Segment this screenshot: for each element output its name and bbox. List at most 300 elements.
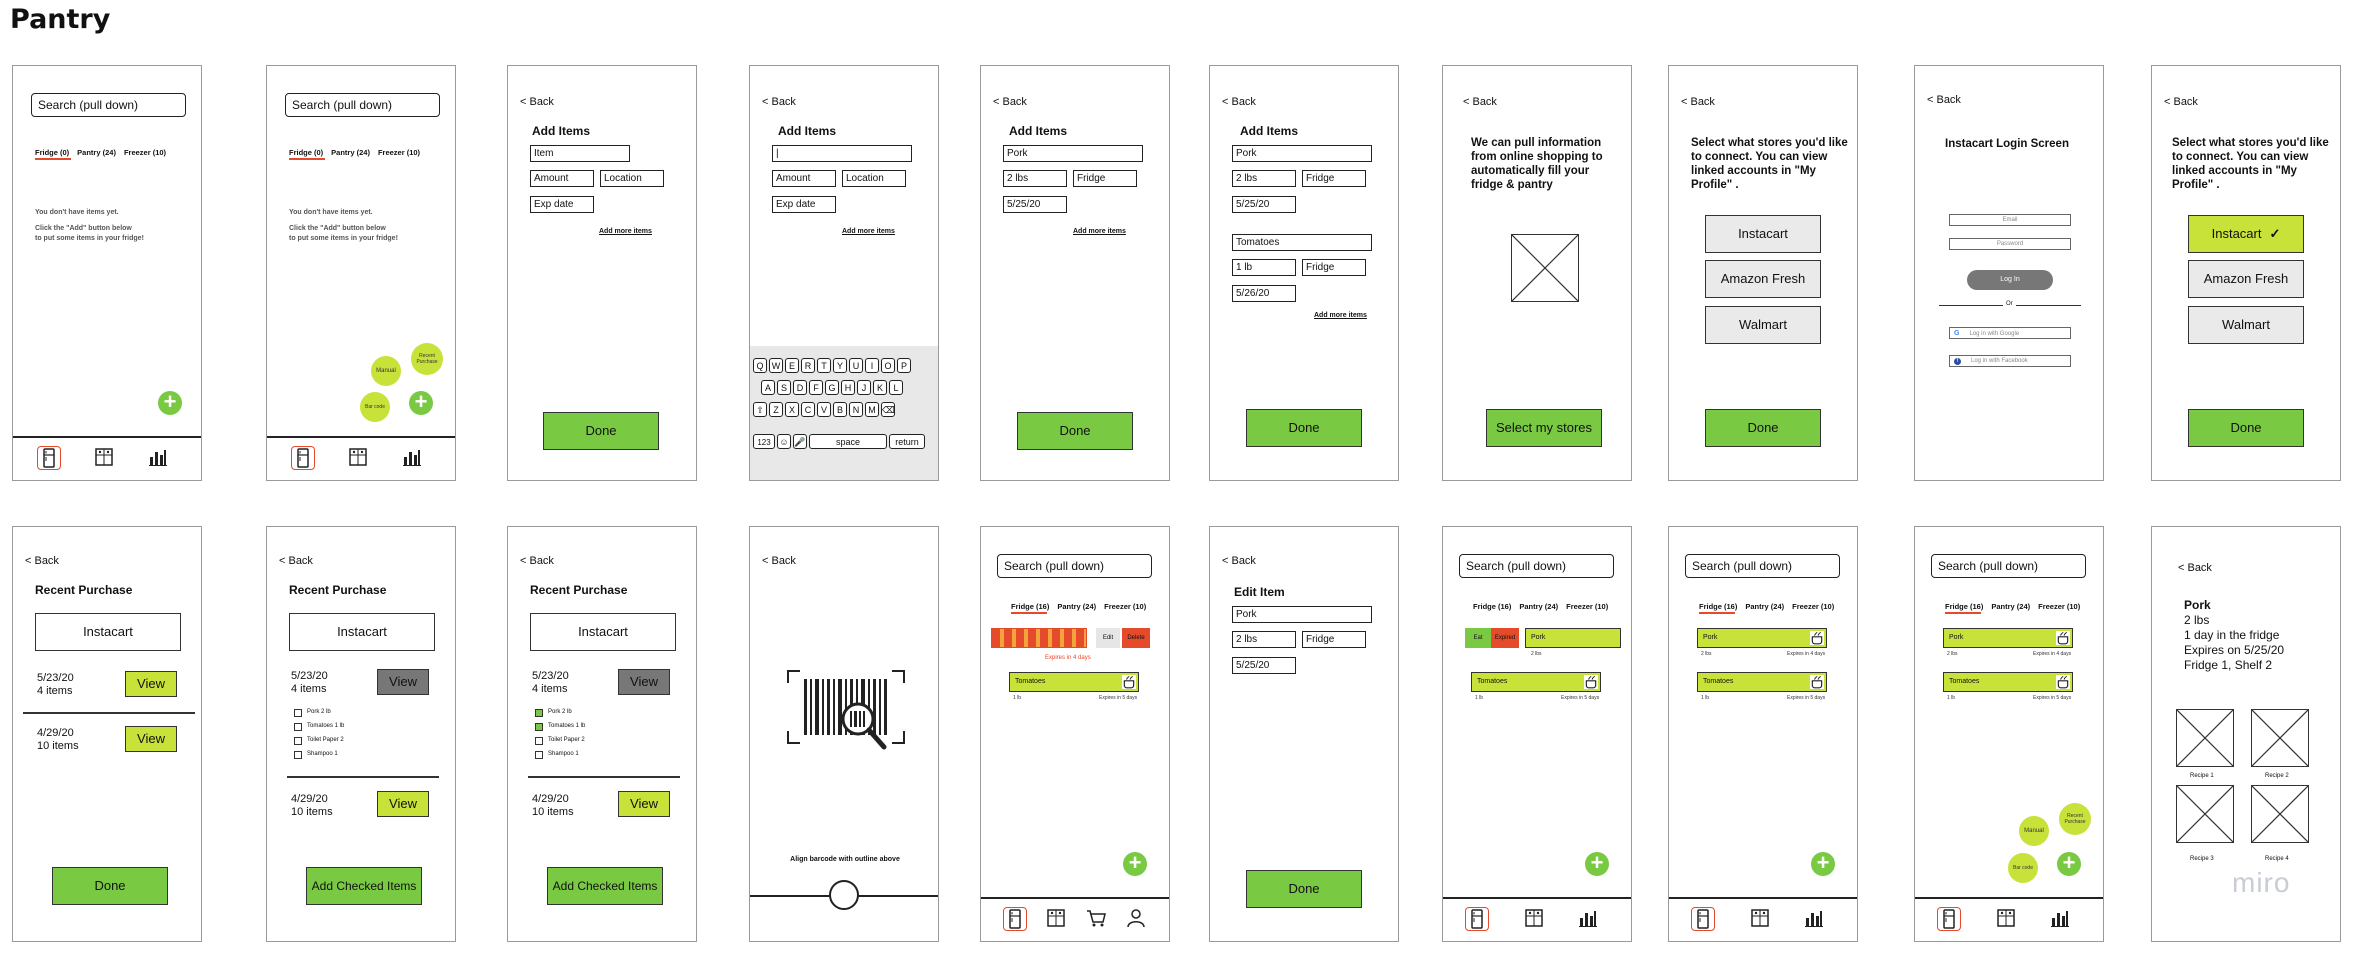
stats-icon[interactable] [1803, 907, 1825, 929]
item-row-tomatoes[interactable]: Tomatoes [1943, 672, 2073, 692]
recipe-label: Recipe 4 [2265, 856, 2289, 862]
plus-icon: + [163, 389, 177, 414]
add-button[interactable] [1123, 852, 1147, 876]
tab-freezer[interactable]: Freezer (10) [1792, 602, 1835, 611]
view-button[interactable]: View [618, 791, 670, 817]
key-j[interactable]: J [857, 380, 871, 395]
tab-fridge[interactable]: Fridge (0) [35, 148, 70, 157]
tab-freezer[interactable]: Freezer (10) [2038, 602, 2081, 611]
miro-watermark: miro [2232, 867, 2291, 898]
back-link[interactable]: < Back [2178, 562, 2212, 574]
key-v[interactable]: V [817, 402, 831, 417]
recipe-label: Recipe 3 [2190, 856, 2214, 862]
back-link[interactable]: < Back [25, 555, 59, 567]
store-amazon-fresh[interactable]: Amazon Fresh [2188, 260, 2304, 298]
add-button[interactable] [158, 391, 182, 415]
amount-label: 1 lb [1013, 695, 1022, 701]
plus-icon: + [1590, 850, 1604, 875]
purchase-count: 10 items [532, 806, 574, 818]
purchase-date: 5/23/20 [532, 670, 569, 682]
backspace-key[interactable]: ⌫ [881, 402, 895, 417]
add-button[interactable] [409, 391, 433, 415]
screen-barcode-scan [749, 526, 939, 942]
select-stores-text: Select what stores you'd like to connect. You can view linked accounts in "My Profile" . [1691, 137, 1848, 191]
exp-date-field-2[interactable]: 5/26/20 [1232, 285, 1296, 302]
view-button[interactable]: View [125, 671, 177, 697]
expired-button[interactable]: Expired [1491, 628, 1519, 648]
manual-option[interactable]: Manual [2019, 816, 2049, 846]
store-walmart[interactable]: Walmart [2188, 306, 2304, 344]
email-field[interactable]: Email [1949, 214, 2071, 226]
key-q[interactable]: Q [753, 358, 767, 373]
fridge-icon[interactable] [1003, 907, 1027, 931]
stats-icon[interactable] [2049, 907, 2071, 929]
pot-icon [1810, 675, 1824, 689]
pantry-icon[interactable] [1523, 907, 1545, 929]
tab-underline [1011, 612, 1047, 614]
exp-date-field[interactable]: 5/25/20 [1232, 196, 1296, 213]
purchase-date: 4/29/20 [532, 793, 569, 805]
emoji-key[interactable]: ☺ [777, 434, 791, 449]
key-c[interactable]: C [801, 402, 815, 417]
profile-icon[interactable] [1125, 907, 1147, 929]
tab-pantry[interactable]: Pantry (24) [77, 148, 116, 157]
screen-empty-list [12, 65, 202, 481]
pot-icon [1122, 675, 1136, 689]
tab-freezer[interactable]: Freezer (10) [123, 148, 167, 157]
add-button[interactable] [1585, 852, 1609, 876]
purchase-date: 4/29/20 [37, 727, 74, 739]
back-link[interactable]: < Back [762, 96, 796, 108]
item-checkbox-checked[interactable] [535, 709, 543, 717]
item-row-tomatoes[interactable]: Tomatoes [1697, 672, 1827, 692]
exp-date-field[interactable]: Exp date [772, 196, 836, 213]
search-input[interactable]: Search (pull down) [285, 93, 440, 117]
keyboard-row-1 [753, 356, 913, 374]
item-label: Toilet Paper 2 [548, 737, 585, 743]
screen-add-items-keyboard [749, 65, 939, 481]
amount-field[interactable]: Amount [530, 170, 594, 187]
item-row-tomatoes[interactable]: Tomatoes [1009, 672, 1139, 692]
search-input[interactable]: Search (pull down) [997, 554, 1152, 578]
item-label: Tomatoes 1 lb [548, 723, 586, 729]
add-button[interactable] [1811, 852, 1835, 876]
add-more-items-link[interactable]: Add more items [1073, 228, 1126, 235]
bottom-nav [267, 436, 455, 480]
keyboard-row-3 [753, 400, 897, 418]
expires-label: Expires in 5 days [1099, 695, 1138, 701]
back-link[interactable]: < Back [1222, 555, 1256, 567]
item-label: Shampoo 1 [548, 751, 579, 757]
search-input[interactable]: Search (pull down) [1459, 554, 1614, 578]
check-icon: ✓ [2269, 226, 2281, 241]
tab-fridge[interactable]: Fridge (16) [1473, 602, 1512, 611]
bottom-nav [13, 436, 201, 480]
keyboard-row-2 [761, 378, 905, 396]
expires-label: Expires in 5 days [1787, 695, 1826, 701]
facebook-login-button[interactable]: f Log in with Facebook [1949, 355, 2071, 367]
page-title: Add Items [1009, 124, 1068, 138]
add-button[interactable] [2057, 852, 2081, 876]
amount-field[interactable]: 2 lbs [1232, 631, 1296, 648]
back-link[interactable]: < Back [2164, 96, 2198, 108]
purchase-date: 5/23/20 [37, 672, 74, 684]
pantry-icon[interactable] [347, 446, 369, 468]
back-link[interactable]: < Back [520, 96, 554, 108]
pot-icon [1584, 675, 1598, 689]
page-title: Add Items [778, 124, 837, 138]
key-g[interactable]: G [825, 380, 839, 395]
page-title: Edit Item [1234, 585, 1285, 599]
page-title: Recent Purchase [530, 583, 628, 597]
detail-amount: 2 lbs [2184, 613, 2210, 627]
detail-location: Fridge 1, Shelf 2 [2184, 658, 2273, 672]
stats-icon[interactable] [1577, 907, 1599, 929]
numbers-key[interactable]: 123 [753, 434, 775, 449]
exp-date-field[interactable]: 5/25/20 [1003, 196, 1067, 213]
key-u[interactable]: U [849, 358, 863, 373]
tab-fridge[interactable]: Fridge (16) [1699, 602, 1738, 611]
amount-field[interactable]: Amount [772, 170, 836, 187]
pot-icon [2056, 631, 2070, 645]
image-placeholder [1511, 234, 1579, 302]
amount-field[interactable]: 2 lbs [1232, 170, 1296, 187]
key-t[interactable]: T [817, 358, 831, 373]
pull-info-text: We can pull information from online shopping to automatically fill your fridge & pantry [1471, 137, 1603, 191]
facebook-icon: f [1954, 358, 1961, 365]
key-e[interactable]: E [785, 358, 799, 373]
view-button[interactable]: View [377, 791, 429, 817]
tab-fridge[interactable]: Fridge (16) [1011, 602, 1050, 611]
board-title: Pantry [10, 4, 111, 35]
purchase-count: 4 items [532, 683, 568, 695]
eat-button[interactable]: Eat [1465, 628, 1491, 648]
item-field[interactable]: Item [530, 145, 630, 162]
bottom-nav [981, 897, 1169, 941]
key-x[interactable]: X [785, 402, 799, 417]
screen-edit-item [1209, 526, 1399, 942]
swiped-item-row[interactable] [991, 628, 1087, 648]
stats-icon[interactable] [147, 446, 169, 468]
screen-select-stores-selected [2151, 65, 2341, 481]
space-key[interactable]: space [809, 434, 887, 449]
item-field[interactable]: Pork [1232, 145, 1372, 162]
screen-add-items-pork [980, 65, 1170, 481]
barcode-scan-icon [786, 669, 906, 759]
barcode-option[interactable]: Bar code [360, 392, 390, 422]
select-stores-text: Select what stores you'd like to connect. You can view linked accounts in "My Profile" . [2172, 137, 2329, 191]
location-field[interactable]: Fridge [1073, 170, 1137, 187]
screen-list-swipe [980, 526, 1170, 942]
divider [528, 776, 680, 778]
location-field-2[interactable]: Fridge [1302, 259, 1366, 276]
key-w[interactable]: W [769, 358, 783, 373]
item-checkbox[interactable] [535, 751, 543, 759]
add-more-items-link[interactable]: Add more items [599, 228, 652, 235]
fridge-icon[interactable] [1465, 907, 1489, 931]
expires-label: Expires in 4 days [2033, 651, 2072, 657]
view-button[interactable]: View [377, 669, 429, 695]
expires-label: Expires in 4 days [1787, 651, 1826, 657]
divider [23, 712, 195, 714]
store-instacart[interactable]: Instacart ✓ [2188, 215, 2304, 253]
bottom-nav [1915, 897, 2103, 941]
item-label: Toilet Paper 2 [307, 737, 344, 743]
select-my-stores-button[interactable]: Select my stores [1486, 409, 1602, 447]
page-title: Recent Purchase [289, 583, 387, 597]
key-z[interactable]: Z [769, 402, 783, 417]
fridge-icon[interactable] [1691, 907, 1715, 931]
fridge-icon[interactable] [1937, 907, 1961, 931]
divider [287, 776, 439, 778]
location-field[interactable]: Location [842, 170, 906, 187]
store-walmart[interactable]: Walmart [1705, 306, 1821, 344]
item-checkbox[interactable] [294, 723, 302, 731]
recipe-label: Recipe 2 [2265, 773, 2289, 779]
pot-icon [2056, 675, 2070, 689]
item-field[interactable]: | [772, 145, 912, 162]
pot-icon [1810, 631, 1824, 645]
keyboard-row-4 [753, 432, 927, 450]
back-link[interactable]: < Back [520, 555, 554, 567]
purchase-date: 4/29/20 [291, 793, 328, 805]
amount-label: 1 lb [1701, 695, 1710, 701]
stats-icon[interactable] [401, 446, 423, 468]
bottom-nav [1669, 897, 1857, 941]
return-key[interactable]: return [889, 434, 925, 449]
key-o[interactable]: O [881, 358, 895, 373]
item-checkbox[interactable] [294, 751, 302, 759]
cart-icon[interactable] [1085, 907, 1107, 929]
tab-underline [1945, 612, 1981, 614]
tab-underline [35, 158, 71, 160]
keyboard [750, 346, 939, 481]
item-checkbox[interactable] [294, 709, 302, 717]
back-link[interactable]: < Back [1463, 96, 1497, 108]
item-row-pork[interactable]: Pork [1525, 628, 1621, 648]
empty-message: You don't have items yet. Click the "Add" button below to put some items in your fridge! [35, 209, 144, 242]
barcode-instruction: Align barcode with outline above [790, 856, 900, 863]
recipe-image[interactable] [2251, 785, 2309, 843]
key-k[interactable]: K [873, 380, 887, 395]
recent-purchase-option[interactable]: Recent Purchase [2059, 803, 2091, 835]
tab-underline [289, 158, 325, 160]
barcode-option[interactable]: Bar code [2008, 853, 2038, 883]
tab-freezer[interactable]: Freezer (10) [1566, 602, 1609, 611]
expiry-warning: Expires in 4 days [1045, 655, 1091, 661]
done-button[interactable]: Done [1017, 412, 1133, 450]
login-button[interactable]: Log In [1967, 270, 2053, 290]
recipe-image[interactable] [2251, 709, 2309, 767]
store-name-box: Instacart [35, 613, 181, 651]
back-link[interactable]: < Back [279, 555, 313, 567]
recent-purchase-option[interactable]: Recent Purchase [411, 343, 443, 375]
done-button[interactable]: Done [2188, 409, 2304, 447]
google-login-button[interactable]: G Log in with Google [1949, 327, 2071, 339]
purchase-count: 10 items [291, 806, 333, 818]
purchase-date: 5/23/20 [291, 670, 328, 682]
add-more-items-link[interactable]: Add more items [842, 228, 895, 235]
screen-add-items-two [1209, 65, 1399, 481]
item-field[interactable]: Pork [1003, 145, 1143, 162]
back-link[interactable]: < Back [762, 555, 796, 567]
screen-pull-info [1442, 65, 1632, 481]
pantry-icon[interactable] [1045, 907, 1067, 929]
item-checkbox[interactable] [535, 737, 543, 745]
fridge-icon[interactable] [291, 446, 315, 470]
edit-button[interactable]: Edit [1096, 628, 1120, 648]
page-title: Recent Purchase [35, 583, 133, 597]
item-row-pork[interactable]: Pork [1943, 628, 2073, 648]
screen-recent-purchase [12, 526, 202, 942]
manual-option[interactable]: Manual [371, 356, 401, 386]
fridge-icon[interactable] [37, 446, 61, 470]
location-field[interactable]: Fridge [1302, 170, 1366, 187]
done-button[interactable]: Done [543, 412, 659, 450]
screen-select-stores [1668, 65, 1858, 481]
key-r[interactable]: R [801, 358, 815, 373]
delete-button[interactable]: Delete [1122, 628, 1150, 648]
screen-recent-purchase-checked [507, 526, 697, 942]
tab-underline [1699, 612, 1735, 614]
detail-title: Pork [2184, 598, 2211, 612]
amount-label: 2 lbs [1531, 651, 1542, 657]
item-label: Pork 2 lb [307, 709, 331, 715]
screen-instacart-login [1914, 65, 2104, 481]
item-row-pork[interactable]: Pork [1697, 628, 1827, 648]
location-field[interactable]: Location [600, 170, 664, 187]
done-button[interactable]: Done [1705, 409, 1821, 447]
item-label: Shampoo 1 [307, 751, 338, 757]
add-more-items-link[interactable]: Add more items [1314, 312, 1367, 319]
key-n[interactable]: N [849, 402, 863, 417]
purchase-count: 4 items [37, 685, 73, 697]
store-instacart[interactable]: Instacart [1705, 215, 1821, 253]
item-label: Pork 2 lb [548, 709, 572, 715]
key-a[interactable]: A [761, 380, 775, 395]
amount-label: 2 lbs [1947, 651, 1958, 657]
search-input[interactable]: Search (pull down) [1931, 554, 2086, 578]
screen-recent-purchase-expanded [266, 526, 456, 942]
detail-days: 1 day in the fridge [2184, 628, 2280, 642]
exp-date-field[interactable]: Exp date [530, 196, 594, 213]
plus-icon: + [2062, 850, 2076, 875]
page-title: Add Items [532, 124, 591, 138]
key-y[interactable]: Y [833, 358, 847, 373]
store-amazon-fresh[interactable]: Amazon Fresh [1705, 260, 1821, 298]
key-d[interactable]: D [793, 380, 807, 395]
back-link[interactable]: < Back [1222, 96, 1256, 108]
mic-key[interactable]: 🎤 [793, 434, 807, 449]
empty-message: You don't have items yet. Click the "Add" button below to put some items in your fridge! [289, 209, 398, 242]
expires-label: Expires in 5 days [1561, 695, 1600, 701]
key-f[interactable]: F [809, 380, 823, 395]
done-button[interactable]: Done [1246, 870, 1362, 908]
screen-list-eat [1442, 526, 1632, 942]
key-p[interactable]: P [897, 358, 911, 373]
or-label: Or [2003, 301, 2016, 307]
detail-expires: Expires on 5/25/20 [2184, 643, 2285, 657]
screen-add-items [507, 65, 697, 481]
google-icon: G [1954, 330, 1960, 337]
purchase-count: 10 items [37, 740, 79, 752]
item-field-2[interactable]: Tomatoes [1232, 234, 1372, 251]
key-b[interactable]: B [833, 402, 847, 417]
screen-empty-fab-menu [266, 65, 456, 481]
item-checkbox-checked[interactable] [535, 723, 543, 731]
tab-fridge[interactable]: Fridge (0) [289, 148, 324, 157]
back-link[interactable]: < Back [1927, 94, 1961, 106]
tab-freezer[interactable]: Freezer (10) [1104, 602, 1147, 611]
done-button[interactable]: Done [1246, 409, 1362, 447]
search-input[interactable]: Search (pull down) [1685, 554, 1840, 578]
tab-pantry[interactable]: Pantry (24) [1991, 602, 2031, 611]
purchase-count: 4 items [291, 683, 327, 695]
view-button[interactable]: View [618, 669, 670, 695]
bottom-nav [1443, 897, 1631, 941]
amount-label: 2 lbs [1701, 651, 1712, 657]
tab-freezer[interactable]: Freezer (10) [377, 148, 421, 157]
store-name-box: Instacart [289, 613, 435, 651]
pantry-icon[interactable] [1995, 907, 2017, 929]
plus-icon: + [414, 389, 428, 414]
expires-label: Expires in 5 days [2033, 695, 2072, 701]
plus-icon: + [1816, 850, 1830, 875]
back-link[interactable]: < Back [1681, 96, 1715, 108]
screen-item-detail [2151, 526, 2341, 942]
key-h[interactable]: H [841, 380, 855, 395]
tab-pantry[interactable]: Pantry (24) [1745, 602, 1785, 611]
tab-pantry[interactable]: Pantry (24) [1519, 602, 1559, 611]
shutter-button[interactable] [829, 880, 859, 910]
key-l[interactable]: L [889, 380, 903, 395]
item-checkbox[interactable] [294, 737, 302, 745]
tab-pantry[interactable]: Pantry (24) [1057, 602, 1097, 611]
recipe-image[interactable] [2176, 785, 2234, 843]
key-s[interactable]: S [777, 380, 791, 395]
amount-label: 1 lb [1947, 695, 1956, 701]
add-checked-items-button[interactable]: Add Checked Items [547, 867, 663, 905]
amount-label: 1 lb [1475, 695, 1484, 701]
page-title: Add Items [1240, 124, 1299, 138]
key-i[interactable]: I [865, 358, 879, 373]
item-field[interactable]: Pork [1232, 606, 1372, 623]
back-link[interactable]: < Back [993, 96, 1027, 108]
view-button[interactable]: View [125, 726, 177, 752]
pantry-icon[interactable] [93, 446, 115, 468]
pantry-icon[interactable] [1749, 907, 1771, 929]
item-label: Tomatoes 1 lb [307, 723, 345, 729]
location-field[interactable]: Fridge [1302, 631, 1366, 648]
login-title: Instacart Login Screen [1945, 138, 2069, 150]
key-m[interactable]: M [865, 402, 879, 417]
plus-icon: + [1128, 850, 1142, 875]
item-row-tomatoes[interactable]: Tomatoes [1471, 672, 1601, 692]
search-input[interactable]: Search (pull down) [31, 93, 186, 117]
recipe-label: Recipe 1 [2190, 773, 2214, 779]
amount-field-2[interactable]: 1 lb [1232, 259, 1296, 276]
exp-date-field[interactable]: 5/25/20 [1232, 657, 1296, 674]
add-checked-items-button[interactable]: Add Checked Items [306, 867, 422, 905]
recipe-image[interactable] [2176, 709, 2234, 767]
amount-field[interactable]: 2 lbs [1003, 170, 1067, 187]
screen-list-fab-menu [1914, 526, 2104, 942]
password-field[interactable]: Password [1949, 238, 2071, 250]
shift-key[interactable]: ⇧ [753, 402, 767, 417]
tab-fridge[interactable]: Fridge (16) [1945, 602, 1984, 611]
done-button[interactable]: Done [52, 867, 168, 905]
tab-pantry[interactable]: Pantry (24) [331, 148, 370, 157]
